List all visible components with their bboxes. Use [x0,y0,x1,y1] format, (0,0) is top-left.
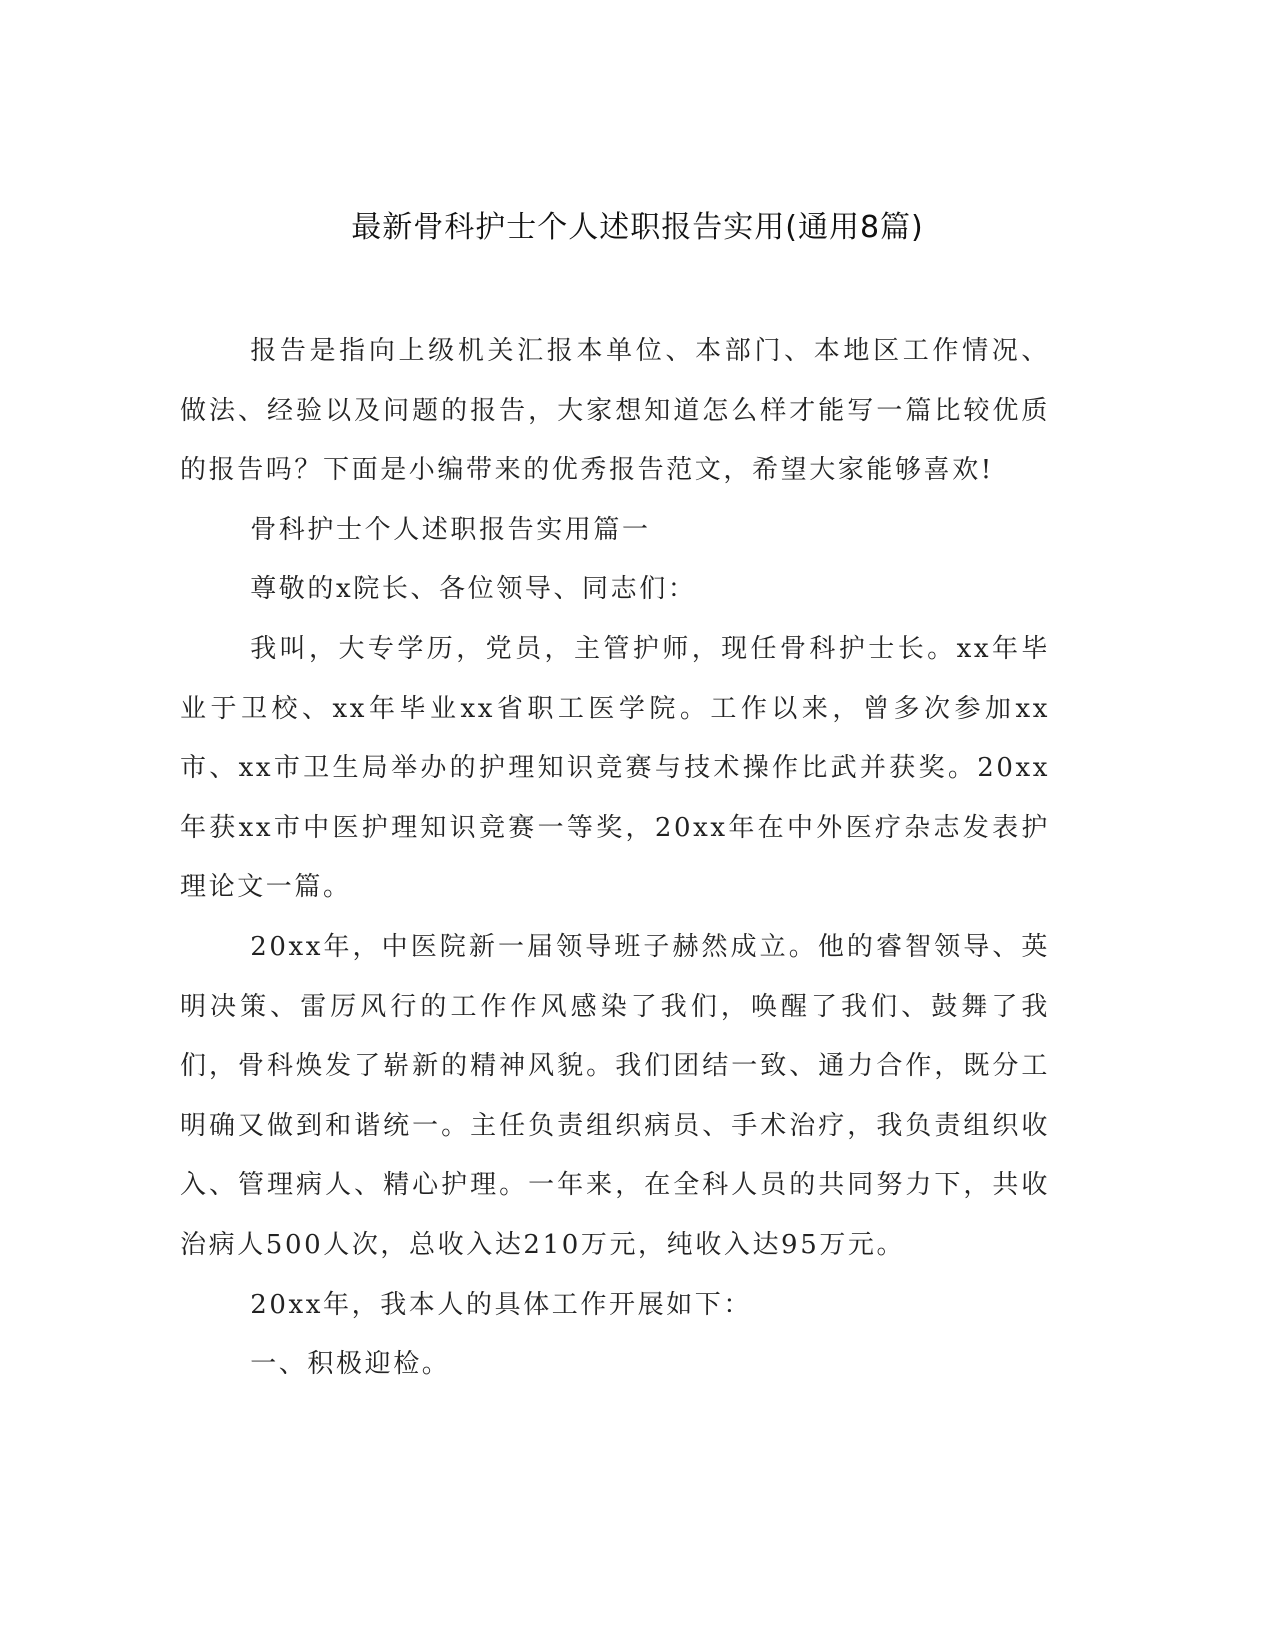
document-title: 最新骨科护士个人述职报告实用(通用8篇) [351,210,924,245]
body-paragraph: 20xx年，中医院新一届领导班子赫然成立。他的睿智领导、英明决策、雷厉风行的工作作风感染了我们，唤醒了我们、鼓舞了我们，骨科焕发了崭新的精神风貌。我们团结一致、通力合作，既分工明确又做到和谐统一。主任负责组织病员、手术治疗，我负责组织收入、管理病人、精心护理。一年来，在全科人员的共同努力下，共收治病人500人次，总收入达210万元，纯收入达95万元。 [180,931,1050,1260]
body-paragraph: 我叫，大专学历，党员，主管护师，现任骨科护士长。xx年毕业于卫校、xx年毕业xx省职工医学院。工作以来，曾多次参加xx市、xx市卫生局举办的护理知识竞赛与技术操作比武并获奖。20xx年获xx市中医护理知识竞赛一等奖，20xx年在中外医疗杂志发表护理论文一篇。 [180,633,1050,903]
body-paragraph: 20xx年，我本人的具体工作开展如下： [250,1289,752,1320]
salutation: 尊敬的x院长、各位领导、同志们： [250,574,697,605]
intro-paragraph: 报告是指向上级机关汇报本单位、本部门、本地区工作情况、做法、经验以及问题的报告，大家想知道怎么样才能写一篇比较优质的报告吗？下面是小编带来的优秀报告范文，希望大家能够喜欢! [180,336,1050,486]
section-heading: 骨科护士个人述职报告实用篇一 [250,514,651,545]
document-body [180,322,1050,1395]
subsection-heading: 一、积极迎检。 [250,1349,451,1380]
